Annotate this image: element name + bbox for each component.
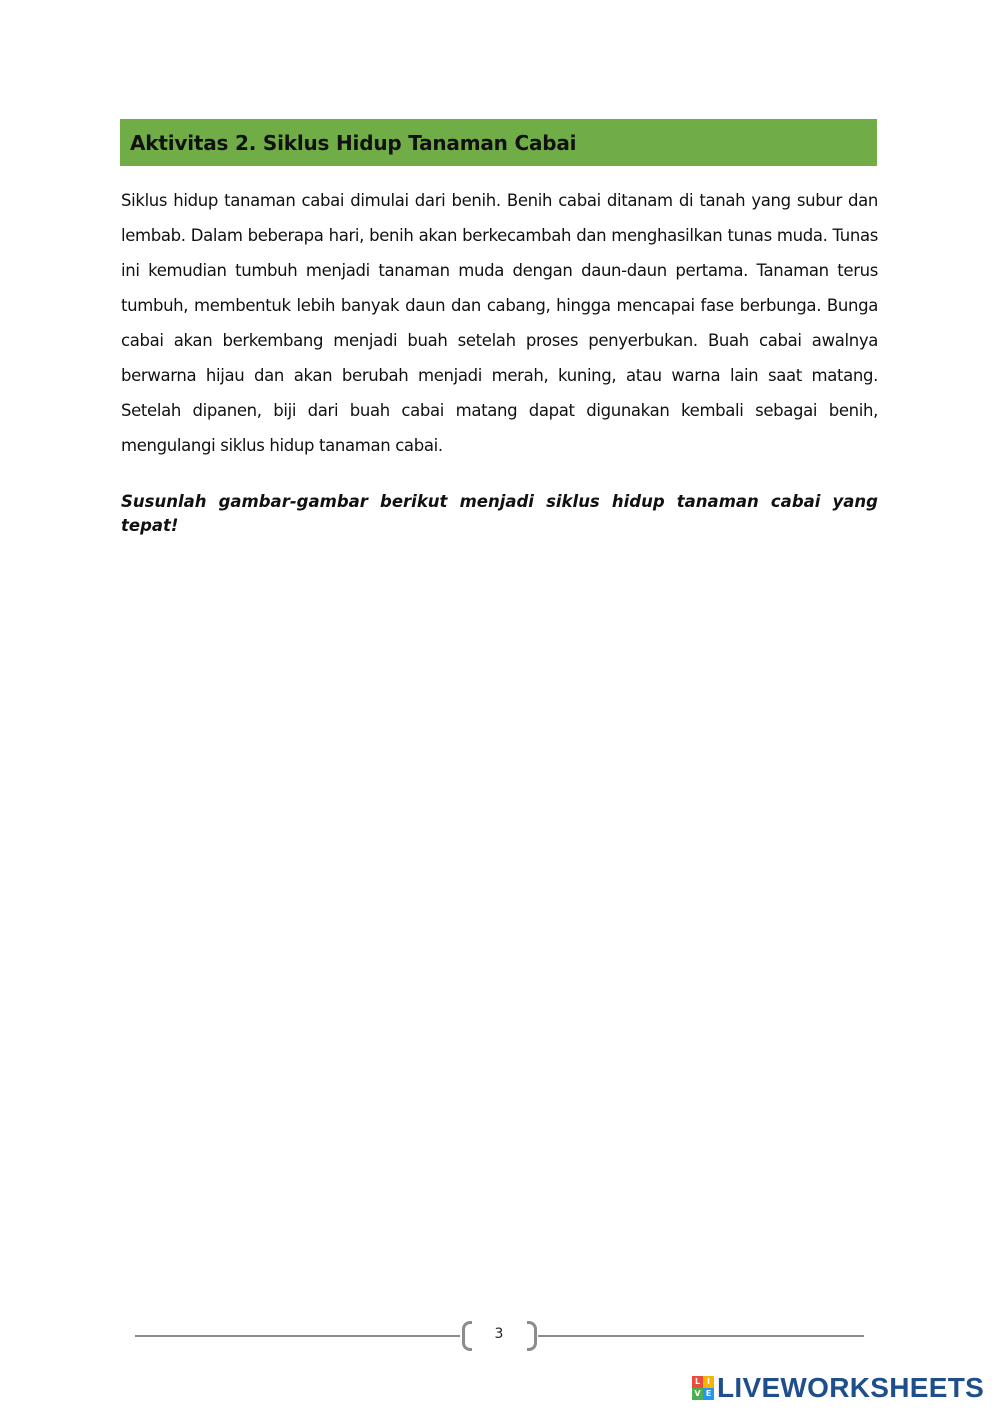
logo-letter: E	[703, 1388, 714, 1400]
section-title: Aktivitas 2. Siklus Hidup Tanaman Cabai	[130, 130, 577, 155]
body-paragraph: Siklus hidup tanaman cabai dimulai dari benih. Benih cabai ditanam di tanah yang subur dan lembab. Dalam beberapa hari, benih akan berkecambah dan menghasilkan tunas muda. Tunas ini kemudian tumbuh menjadi tanaman muda dengan daun-daun pertama. Tanaman terus tumbuh, membentuk lebih banyak daun dan cabang, hingga mencapai fase berbunga. Bunga cabai akan berkembang menjadi buah setelah proses penyerbukan. Buah cabai awalnya berwarna hijau dan akan berubah menjadi merah, kuning, atau warna lain saat matang. Setelah dipanen, biji dari buah cabai matang dapat digunakan kembali sebagai benih, mengulangi siklus hidup tanaman cabai.	[121, 191, 878, 455]
logo-letter: L	[692, 1376, 703, 1388]
logo-letter: V	[692, 1388, 703, 1400]
footer-rule-left	[135, 1335, 460, 1337]
footer-rule-right	[538, 1335, 864, 1337]
liveworksheets-watermark	[692, 1373, 984, 1403]
footer-bracket-right	[527, 1321, 537, 1351]
section-heading-bar	[120, 119, 877, 166]
page-number: 3	[494, 1326, 504, 1342]
watermark-text: LIVEWORKSHEETS	[717, 1372, 985, 1403]
instruction-text: Susunlah gambar-gambar berikut menjadi siklus hidup tanaman cabai yang tepat!	[121, 492, 878, 535]
logo-letter: I	[703, 1376, 714, 1388]
footer-bracket-left	[462, 1321, 472, 1351]
liveworksheets-logo-icon	[692, 1376, 714, 1400]
